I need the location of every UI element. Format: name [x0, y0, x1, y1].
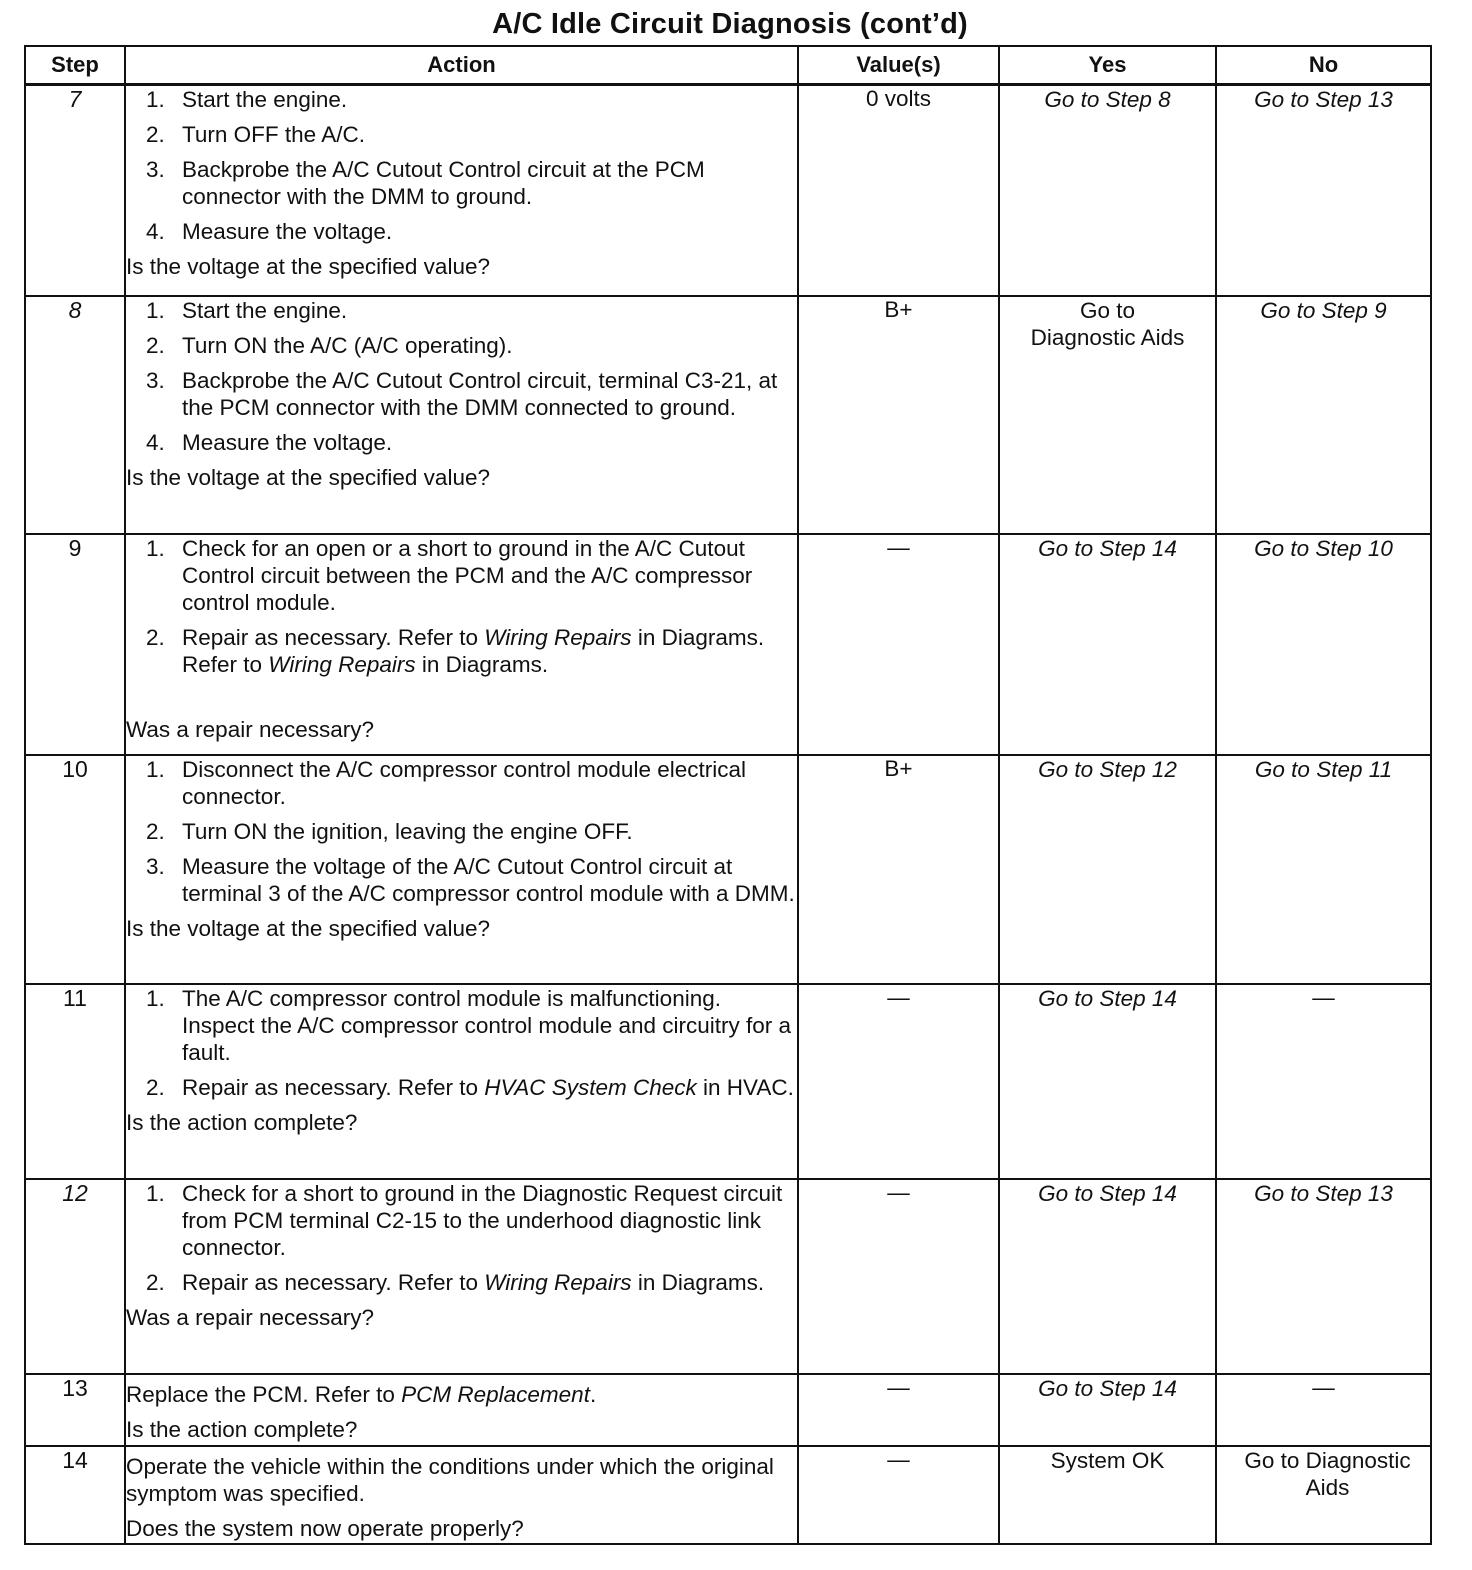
value-cell: —	[798, 534, 999, 755]
no-cell: Go to Step 10	[1216, 534, 1431, 755]
column-header-action: Action	[125, 46, 798, 85]
column-header-step: Step	[25, 46, 125, 85]
action-question: Is the voltage at the specified value?	[126, 254, 490, 279]
value-cell: B+	[798, 755, 999, 984]
action-item: 1. Start the engine.	[146, 87, 348, 112]
page-title: A/C Idle Circuit Diagnosis (cont’d)	[492, 8, 968, 40]
value-cell: —	[798, 1374, 999, 1446]
action-cell	[125, 85, 798, 296]
action-item: 3. Backprobe the A/C Cutout Control circuit, terminal C3-21, at the PCM connector with the DMM connected to ground.	[146, 367, 778, 420]
yes-cell: Go to Step 14	[999, 984, 1216, 1179]
action-item: 2. Repair as necessary. Refer to Wiring Repairs in Diagrams.	[146, 1269, 765, 1295]
value-cell: 0 volts	[798, 85, 999, 296]
yes-cell: Go to Diagnostic Aids	[999, 296, 1216, 534]
action-item: 1. The A/C compressor control module is malfunctioning. Inspect the A/C compressor control module and circuitry for a fault.	[146, 985, 792, 1065]
step-number: 14	[25, 1446, 125, 1544]
column-header-no: No	[1216, 46, 1431, 85]
action-item: 1. Disconnect the A/C compressor control module electrical connector.	[146, 756, 746, 809]
table-row-step-8	[25, 296, 1431, 534]
no-cell: Go to Diagnostic Aids	[1216, 1446, 1431, 1544]
no-cell: Go to Step 13	[1216, 1179, 1431, 1374]
action-question: Is the action complete?	[126, 1416, 358, 1442]
action-cell	[125, 296, 798, 534]
action-item: 1. Start the engine.	[146, 297, 348, 323]
column-header-values: Value(s)	[798, 46, 999, 85]
action-question: Is the action complete?	[126, 1109, 358, 1135]
action-item: 4. Measure the voltage.	[146, 429, 393, 455]
action-question: Was a repair necessary?	[126, 716, 375, 742]
action-item: 4. Measure the voltage.	[146, 219, 393, 244]
action-line: Operate the vehicle within the conditions under which the original symptom was specified.	[126, 1453, 774, 1506]
yes-cell: Go to Step 14	[999, 1374, 1216, 1446]
yes-cell: Go to Step 8	[999, 85, 1216, 296]
diagnosis-table	[24, 45, 1432, 1545]
action-cell	[125, 534, 798, 755]
table-row-step-11	[25, 984, 1431, 1179]
table-row-step-13	[25, 1374, 1431, 1446]
action-item: 3. Backprobe the A/C Cutout Control circuit at the PCM connector with the DMM to ground.	[146, 157, 705, 209]
action-item: 3. Measure the voltage of the A/C Cutout Control circuit at terminal 3 of the A/C compressor control module with a DMM.	[146, 853, 795, 906]
value-cell: —	[798, 1446, 999, 1544]
action-item: 2. Repair as necessary. Refer to Wiring Repairs in Diagrams. Refer to Wiring Repairs in Diagrams.	[146, 624, 765, 677]
step-number: 10	[25, 755, 125, 984]
action-item: 2. Repair as necessary. Refer to HVAC System Check in HVAC.	[146, 1074, 794, 1100]
action-item: 2. Turn OFF the A/C.	[146, 122, 365, 147]
step-number: 7	[25, 85, 125, 296]
action-question: Is the voltage at the specified value?	[126, 915, 490, 941]
table-row-step-14	[25, 1446, 1431, 1544]
table-row-step-7	[25, 85, 1431, 296]
no-cell: Go to Step 11	[1216, 755, 1431, 984]
yes-cell: Go to Step 14	[999, 534, 1216, 755]
action-cell	[125, 984, 798, 1179]
yes-cell: System OK	[999, 1446, 1216, 1544]
step-number: 11	[25, 984, 125, 1179]
value-cell: —	[798, 1179, 999, 1374]
step-number: 9	[25, 534, 125, 755]
action-question: Does the system now operate properly?	[126, 1515, 524, 1541]
table-row-step-10	[25, 755, 1431, 984]
action-item: 2. Turn ON the ignition, leaving the engine OFF.	[146, 818, 633, 844]
action-cell	[125, 1179, 798, 1374]
column-header-yes: Yes	[999, 46, 1216, 85]
value-cell: —	[798, 984, 999, 1179]
yes-cell: Go to Step 12	[999, 755, 1216, 984]
table-row-step-12	[25, 1179, 1431, 1374]
action-line: Replace the PCM. Refer to PCM Replacement.	[126, 1381, 597, 1407]
action-cell	[125, 755, 798, 984]
action-item: 1. Check for a short to ground in the Diagnostic Request circuit from PCM terminal C2-15 to the underhood diagnostic link connector.	[146, 1180, 783, 1260]
no-cell: Go to Step 9	[1216, 296, 1431, 534]
step-number: 13	[25, 1374, 125, 1446]
yes-cell: Go to Step 14	[999, 1179, 1216, 1374]
table-header-row	[25, 46, 1431, 85]
step-number: 8	[25, 296, 125, 534]
no-cell: —	[1216, 984, 1431, 1179]
action-question: Was a repair necessary?	[126, 1304, 375, 1330]
action-cell	[125, 1446, 798, 1544]
action-cell	[125, 1374, 798, 1446]
step-number: 12	[25, 1179, 125, 1374]
table-row-step-9	[25, 534, 1431, 755]
value-cell: B+	[798, 296, 999, 534]
action-item: 2. Turn ON the A/C (A/C operating).	[146, 332, 513, 358]
action-question: Is the voltage at the specified value?	[126, 464, 490, 490]
no-cell: Go to Step 13	[1216, 85, 1431, 296]
action-item: 1. Check for an open or a short to ground in the A/C Cutout Control circuit between the PCM and the A/C compressor control module.	[146, 535, 753, 615]
no-cell: —	[1216, 1374, 1431, 1446]
